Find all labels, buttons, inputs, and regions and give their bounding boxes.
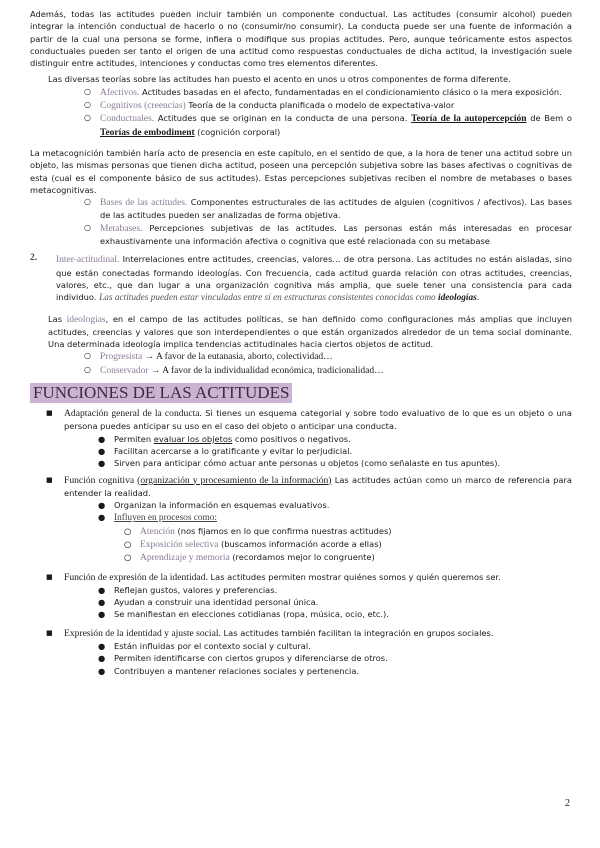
functions-list bbox=[30, 407, 572, 433]
document-page bbox=[30, 8, 572, 677]
dot-bullet-icon: ● bbox=[98, 458, 106, 469]
term-bases: Bases de las actitudes. bbox=[100, 198, 188, 209]
term-conductuales: Conductuales. bbox=[100, 114, 155, 125]
item-text: Teoría de la conducta planificada o modelo de expectativa-valor bbox=[185, 100, 455, 111]
term-conservador: Conservador bbox=[100, 365, 149, 376]
page-number: 2 bbox=[565, 798, 570, 809]
item-number: 2. bbox=[30, 253, 38, 264]
function-title: Función cognitiva bbox=[64, 474, 138, 486]
item-text: Actitudes basadas en el afecto, fundamentadas en el condicionamiento clásico o la mera exposición. bbox=[139, 86, 562, 97]
function-social bbox=[30, 627, 572, 640]
inter-actitudinal-item bbox=[30, 253, 572, 304]
list-item bbox=[30, 196, 572, 222]
list-item: ○ Aprendizaje y memoria (recordamos mejor lo congruente) bbox=[124, 552, 375, 564]
square-bullet-icon: ■ bbox=[46, 475, 53, 484]
function-title-underlined: (organización y procesamiento de la información) bbox=[137, 474, 332, 486]
inter-end: . bbox=[476, 292, 480, 303]
term-ideologias: ideologías bbox=[66, 314, 106, 325]
inter-italic: Las actitudes pueden estar vinculadas entre sí en estructuras consistentes conocidas como bbox=[99, 293, 439, 304]
list-item: ● Permiten evaluar los objetos como positivos o negativos. bbox=[98, 433, 351, 444]
item-text: → A favor de la eutanasia, aborto, colectividad… bbox=[142, 352, 333, 363]
circle-bullet-icon: ○ bbox=[84, 351, 91, 361]
dot-bullet-icon: ● bbox=[98, 433, 106, 444]
list-item: ● Facilitan acercarse a lo gratificante y evitar lo perjudicial. bbox=[98, 445, 353, 456]
theories-paragraph: Las diversas teorías sobre las actitudes han puesto el acento en unos u otros componentes de forma diferente. bbox=[48, 74, 511, 85]
square-bullet-icon: ■ bbox=[46, 409, 53, 418]
function-adaptacion bbox=[30, 407, 572, 433]
item-text-end: (cognición corporal) bbox=[194, 126, 281, 137]
list-item: ● Están influidas por el contexto social y cultural. bbox=[98, 641, 311, 652]
functions-list-3 bbox=[30, 571, 572, 584]
ideologias-pre: Las bbox=[48, 313, 67, 324]
inter-bold: ideologías bbox=[438, 293, 477, 304]
intro-paragraph: Además, todas las actitudes pueden incluir también un componente conductual. Las actitudes (consumir alcohol) pueden integrar la intención conductual de hacerlo o no (consumir/no consumir). La conducta puede ser una fuente de información a partir de la cual una persona se forme, infiera o modifique sus propias actitudes. Pero, aunque teóricamente estos aspectos conductuales pueden ser tanto el origen de una actitud como respuestas conductuales de dicha actitud, la investigación suele distinguir entre actitudes, intenciones y conductas como tres elementos diferentes. bbox=[30, 9, 572, 69]
term-afectivos: Afectivos. bbox=[100, 87, 140, 98]
function-title: Expresión de la identidad y ajuste social. bbox=[64, 627, 221, 639]
list-item: ○ Exposición selectiva (buscamos información acorde a ellas) bbox=[124, 538, 382, 550]
theories-list bbox=[30, 86, 572, 139]
list-item: ● Contribuyen a mantener relaciones sociales y pertenencia. bbox=[98, 665, 360, 676]
function-text: Las actitudes también facilitan la integración en grupos sociales. bbox=[220, 627, 494, 638]
item-text: Percepciones subjetivas de las actitudes. Las personas están más interesadas en procesar exhaustivamente una información afectiva o cognitiva que esté relacionada con su metabase bbox=[100, 222, 572, 247]
metacognition-paragraph: La metacognición también haría acto de presencia en este capítulo, en el sentido de que, a la hora de tener una actitud sobre un objeto, las mismas personas que tienen dicha actitud, poseen una percepción subjetiva sobre las bases afectivas o cognitivas de esta (cual es el componente básico de sus actitudes). Estas percepciones subjetivas reciben el nombre de metabases o bases metacognitivas. bbox=[30, 147, 572, 195]
ideologias-text: , en el campo de las actitudes políticas, se han definido como configuraciones más amplias que incluyen actitudes, creencias y valores que son interdependientes o que están organizados alrededor de un tema social dominante. Una determinada ideología implica tendencias actitudinales hacia ciertos objetos de actitud. bbox=[48, 313, 573, 350]
ideologias-list bbox=[30, 350, 572, 377]
list-item bbox=[30, 364, 572, 377]
function-expresion bbox=[30, 571, 572, 584]
list-item bbox=[30, 350, 572, 363]
function-text: Si tienes un esquema categorial y sobre todo evaluativo de lo que es un objeto o una persona puedes anticipar su uso en el caso del objeto o anticipar una conducta. bbox=[64, 408, 572, 432]
item-text: Actitudes que se originan en la conducta de una persona. bbox=[154, 113, 412, 124]
cognitiva-sub-bullets bbox=[30, 525, 572, 565]
circle-bullet-icon: ○ bbox=[124, 538, 132, 549]
expresion-bullets bbox=[30, 584, 572, 621]
list-item bbox=[30, 222, 572, 248]
function-text: Las actitudes permiten mostrar quiénes somos y quién queremos ser. bbox=[207, 571, 501, 582]
function-cognitiva bbox=[30, 474, 572, 500]
functions-list-2 bbox=[30, 474, 572, 500]
circle-bullet-icon: ○ bbox=[84, 100, 91, 110]
list-item bbox=[30, 86, 572, 99]
dot-bullet-icon: ● bbox=[98, 609, 106, 620]
list-item bbox=[30, 112, 572, 139]
circle-bullet-icon: ○ bbox=[84, 113, 91, 123]
dot-bullet-icon: ● bbox=[98, 665, 106, 676]
list-item: ● Ayudan a construir una identidad personal única. bbox=[98, 597, 319, 608]
item-text: → A favor de la individualidad económica, tradicionalidad… bbox=[148, 365, 384, 376]
item-text-mid: de Bem o bbox=[526, 113, 572, 124]
term-metabases: Metabases. bbox=[100, 223, 143, 234]
social-bullets bbox=[30, 640, 572, 677]
section-heading: FUNCIONES DE LAS ACTITUDES bbox=[30, 383, 292, 403]
dot-bullet-icon: ● bbox=[98, 653, 106, 664]
dot-bullet-icon: ● bbox=[98, 597, 106, 608]
adaptacion-bullets bbox=[30, 433, 572, 470]
functions-list-4 bbox=[30, 627, 572, 640]
circle-bullet-icon: ○ bbox=[124, 552, 132, 563]
cognitiva-bullets bbox=[30, 499, 572, 525]
dot-bullet-icon: ● bbox=[98, 584, 106, 595]
list-item bbox=[30, 99, 572, 112]
dot-bullet-icon: ● bbox=[98, 500, 106, 511]
list-item: ● Organizan la información en esquemas evaluativos. bbox=[98, 500, 330, 511]
metacognition-list bbox=[30, 196, 572, 247]
item-text: Componentes estructurales de las actitudes de alguien (cognitivos / afectivos). Las bases de las actitudes pueden ser analizadas de forma objetiva. bbox=[100, 197, 572, 221]
dot-bullet-icon: ● bbox=[98, 445, 106, 456]
list-item: ● Reflejan gustos, valores y preferencias. bbox=[98, 584, 278, 595]
dot-bullet-icon: ● bbox=[98, 641, 106, 652]
link-autopercepcion[interactable]: Teoría de la autopercepción bbox=[411, 114, 527, 125]
link-embodiment[interactable]: Teorías de embodiment bbox=[100, 127, 195, 138]
circle-bullet-icon: ○ bbox=[84, 222, 91, 232]
circle-bullet-icon: ○ bbox=[84, 197, 91, 207]
circle-bullet-icon: ○ bbox=[84, 86, 91, 96]
circle-bullet-icon: ○ bbox=[124, 525, 132, 536]
square-bullet-icon: ■ bbox=[46, 572, 53, 581]
function-text: Las actitudes actúan como un marco de referencia para entender la realidad. bbox=[64, 474, 572, 498]
ideologias-paragraph bbox=[30, 313, 572, 351]
list-item: ○ Atención (nos fijamos en lo que confirma nuestras actitudes) bbox=[124, 525, 392, 537]
term-cognitivos: Cognitivos (creencias) bbox=[100, 101, 186, 112]
function-title: Función de expresión de la identidad. bbox=[64, 571, 208, 583]
list-item: ● Permiten identificarse con ciertos grupos y diferenciarse de otros. bbox=[98, 653, 388, 664]
circle-bullet-icon: ○ bbox=[84, 364, 91, 374]
inter-text: Interrelaciones entre actitudes, creencias, valores… de otra persona. Las actitudes no están aisladas, sino que están conectadas formando ideologías. Con frecuencia, cada actitud guarda relación con otras actitudes, creencias, valores, etc., que dan lugar a una organización cognitiva más amplia, que suele tener una consistencia para cada individuo. bbox=[56, 254, 572, 303]
term-progresista: Progresista bbox=[100, 352, 143, 363]
function-title: Adaptación general de la conducta. bbox=[64, 408, 202, 420]
dot-bullet-icon: ● bbox=[98, 512, 106, 523]
square-bullet-icon: ■ bbox=[46, 628, 53, 637]
term-inter-actitudinal: Inter-actitudinal. bbox=[56, 255, 120, 266]
list-item: ● Se manifiestan en elecciones cotidianas (ropa, música, ocio, etc.). bbox=[98, 609, 389, 620]
list-item: ● Sirven para anticipar cómo actuar ante personas u objetos (como señalaste en tus apuntes). bbox=[98, 458, 501, 469]
list-item: ● Influyen en procesos como: bbox=[98, 512, 218, 524]
